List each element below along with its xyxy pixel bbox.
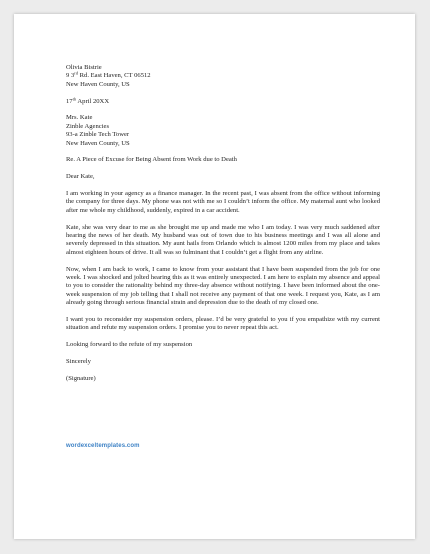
recipient-building: 93-a Zinble Tech Tower — [66, 131, 130, 139]
recipient-name: Mrs. Kate — [66, 114, 93, 122]
recipient-address — [66, 114, 380, 148]
recipient-county: New Haven County, US — [66, 139, 130, 147]
signature: (Signature) — [66, 374, 96, 382]
body-paragraph-4: I want you to reconsider my suspension orders, please. I’d be very grateful to you if you empathize with my current situation and refute my suspension orders. I promise you to never repeat this act. — [66, 316, 380, 332]
sender-street-suffix: rd — [74, 70, 78, 76]
sender-street-number: 9 3 — [66, 72, 75, 80]
sender-address — [66, 64, 380, 89]
closing: Sincerely — [66, 358, 91, 366]
letter-page — [14, 14, 415, 539]
footer-link[interactable]: wordexceltemplates.com — [66, 443, 140, 449]
salutation: Dear Kate, — [66, 173, 95, 181]
sender-county: New Haven County, US — [66, 80, 130, 88]
date-day: 17 — [66, 97, 73, 105]
subject-line: Re. A Piece of Excuse for Being Absent from Work due to Death — [66, 156, 237, 164]
body-paragraph-3: Now, when I am back to work, I came to know from your assistant that I have been suspended from the job for one week. I was shocked and jolted hearing this as it was entirely unexpected. I am here to explain my absence and appeal to you to consider the rationality behind my three-day absence without notifying. I have been informed about the one-week suspension of my job telling that I shall not receive any payment of that one week. I request you, Kate, as I am already going through serious financial strain and depression due to the death of my closed one. — [66, 265, 380, 307]
date-suffix: th — [72, 96, 77, 102]
sender-street-rest: Rd. East Haven, CT 06512 — [78, 72, 151, 80]
body-paragraph-2: Kate, she was very dear to me as she brought me up and made me who I am today. I was very much saddened after hearing the news of her death. My husband was out of town due to his business meetings and I was all alone and severely depressed in this situation. My aunt hails from Orlando which is almost 1200 miles from my place and takes almost eighteen hours of drive. It all was so fulminant that I couldn’t get a flight from any airline. — [66, 223, 380, 256]
sender-name: Olivia Bistrie — [66, 64, 102, 71]
date-rest: April 20XX — [76, 97, 110, 105]
body-paragraph-1: I am working in your agency as a finance manager. In the recent past, I was absent from the office without informing the company for three days. My phone was not with me so I couldn’t inform the office. My maternal aunt who looked after me whole my childhood, suddenly, expired in a car accident. — [66, 190, 380, 214]
recipient-company: Zinble Agencies — [66, 122, 110, 130]
letter-date — [66, 98, 380, 106]
body-paragraph-5: Looking forward to the refute of my suspension — [66, 341, 193, 349]
sender-street — [66, 72, 380, 80]
